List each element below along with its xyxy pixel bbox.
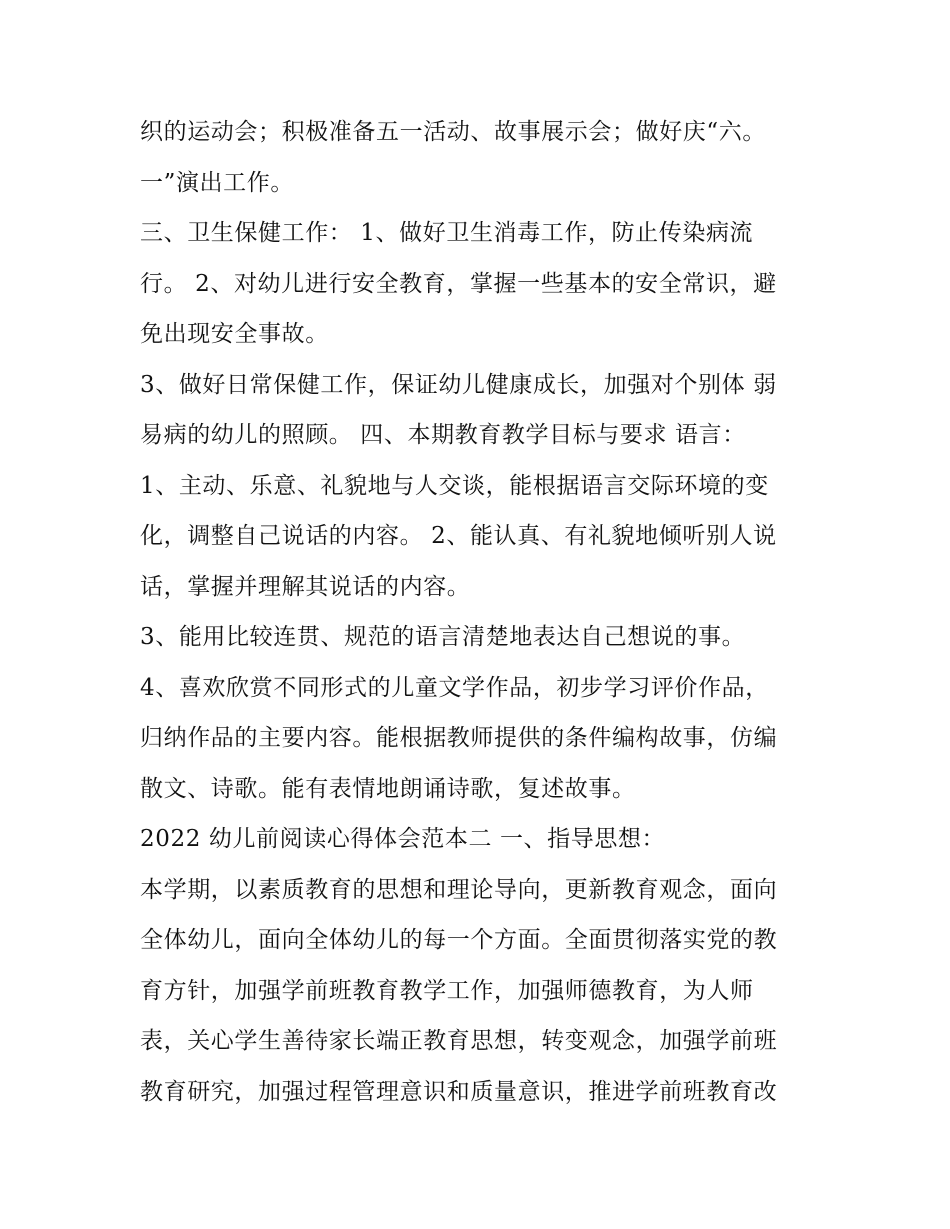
text-line: 织的运动会；积极准备五一活动、故事展示会；做好庆“六。 xyxy=(140,119,766,145)
text-line: 三、卫生保健工作： 1、做好卫生消毒工作，防止传染病流 xyxy=(140,220,754,246)
text-line: 易病的幼儿的照顾。 四、本期教育教学目标与要求 语言： xyxy=(140,422,746,448)
text-line: 化，调整自己说话的内容。 2、能认真、有礼貌地倾听别人说 xyxy=(140,523,777,549)
text-line: 行。 2、对幼儿进行安全教育，掌握一些基本的安全常识，避 xyxy=(140,270,777,297)
text-line: 3、做好日常保健工作，保证幼儿健康成长，加强对个别体 弱 xyxy=(140,371,777,398)
document-body xyxy=(140,107,820,1117)
text-line: 归纳作品的主要内容。能根据教师提供的条件编构故事，仿编 xyxy=(140,725,778,751)
text-line: 全体幼儿，面向全体幼儿的每一个方面。全面贯彻落实党的教 xyxy=(140,927,778,953)
text-line: 免出现安全事故。 xyxy=(140,321,329,347)
text-line: 1、主动、乐意、礼貌地与人交谈，能根据语言交际环境的变 xyxy=(140,472,769,499)
text-line: 本学期，以素质教育的思想和理论导向，更新教育观念，面向 xyxy=(140,876,778,903)
text-line: 表，关心学生善待家长端正教育思想，转变观念，加强学前班 xyxy=(140,1028,778,1054)
text-line: 散文、诗歌。能有表情地朗诵诗歌，复述故事。 xyxy=(140,775,636,802)
section-heading: 2022 幼儿前阅读心得体会范本二 一、指导思想： xyxy=(140,826,666,852)
text-line: 教育研究，加强过程管理意识和质量意识，推进学前班教育改 xyxy=(140,1078,778,1105)
text-line: 4、喜欢欣赏不同形式的儿童文学作品，初步学习评价作品， xyxy=(140,674,769,701)
text-line: 育方针，加强学前班教育教学工作，加强师德教育，为人师 xyxy=(140,977,754,1004)
text-line: 话，掌握并理解其说话的内容。 xyxy=(140,573,471,600)
text-line: 一”演出工作。 xyxy=(140,169,294,196)
text-line: 3、能用比较连贯、规范的语言清楚地表达自己想说的事。 xyxy=(140,624,746,650)
